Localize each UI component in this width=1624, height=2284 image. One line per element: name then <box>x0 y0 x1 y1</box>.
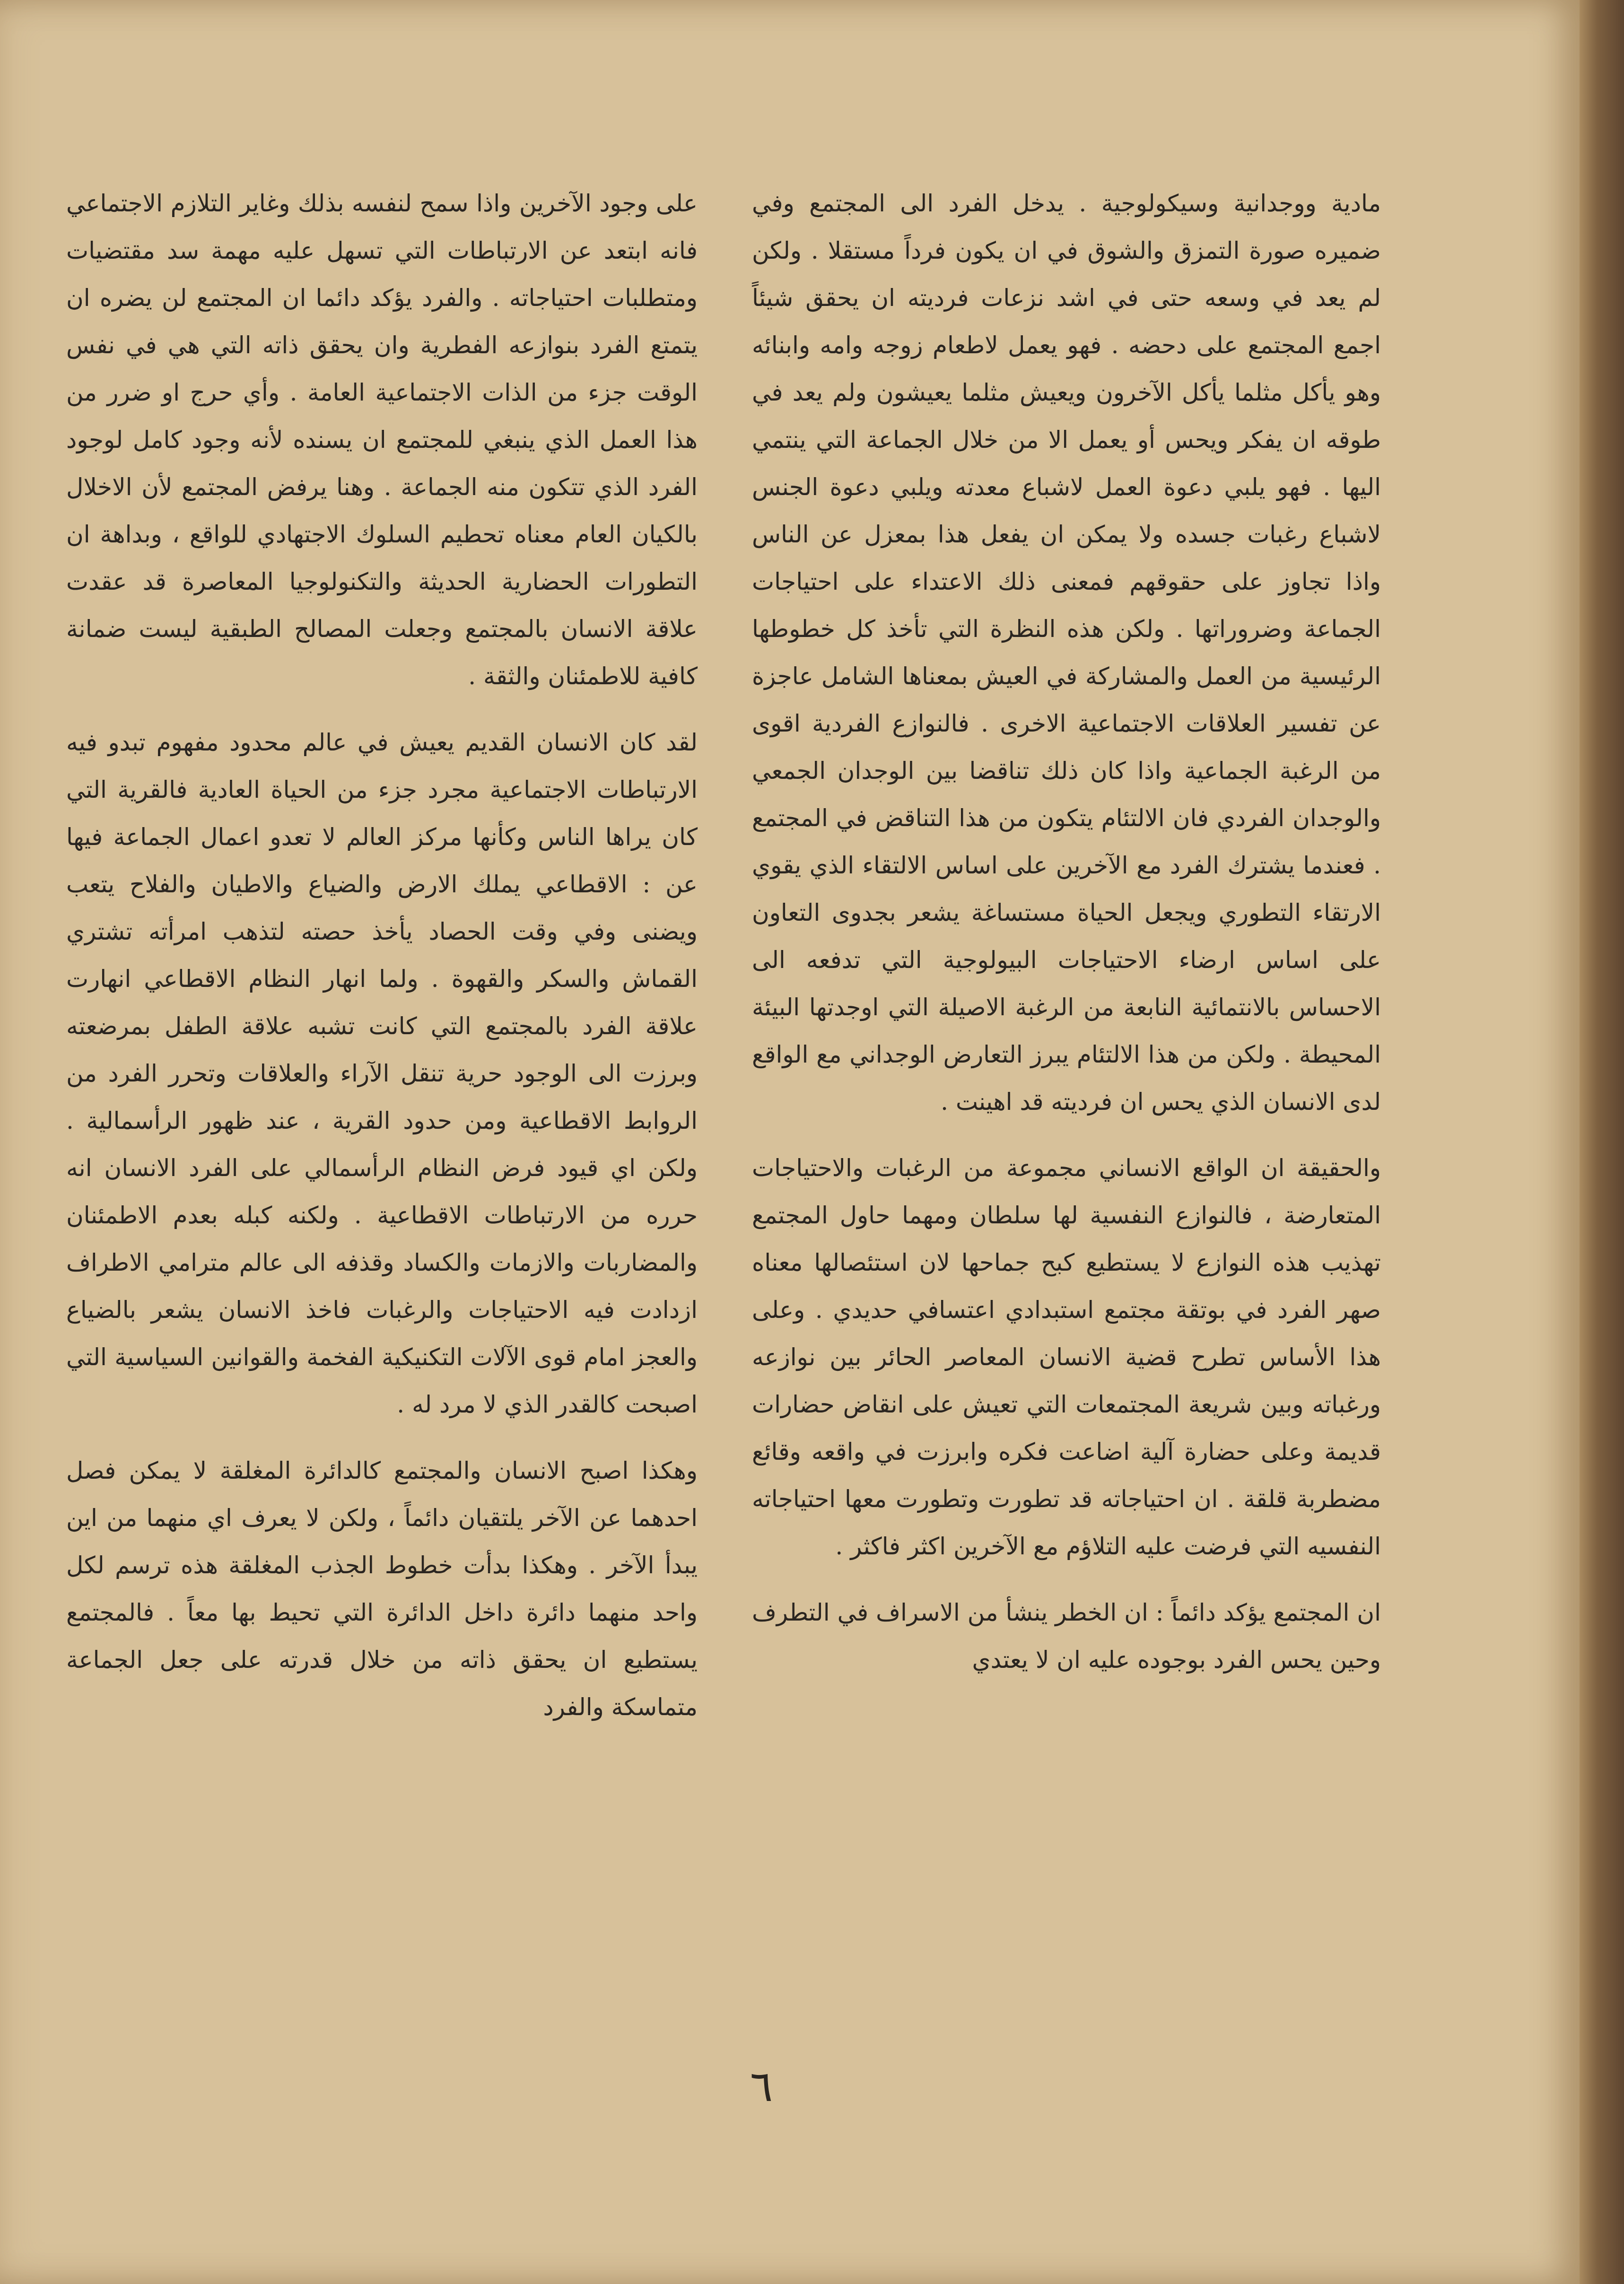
paragraph: مادية ووجدانية وسيكولوجية . يدخل الفرد الى المجتمع وفي ضميره صورة التمزق والشوق في ان يكون فرداً مستقلا . ولكن لم يعد في وسعه حتى في اشد نزعات فرديته ان يحقق شيئاً اجمع المجتمع على دحضه . فهو يعمل لاطعام زوجه وامه وابنائه وهو يأكل مثلما يأكل الآخرون ويعيش مثلما يعيشون ولم يعد في طوقه ان يفكر ويحس أو يعمل الا من خلال الجماعة التي ينتمي اليها . فهو يلبي دعوة العمل لاشباع معدته ويلبي دعوة الجنس لاشباع رغبات جسده ولا يمكن ان يفعل هذا بمعزل عن الناس واذا تجاوز على حقوقهم فمعنى ذلك الاعتداء على احتياجات الجماعة وضروراتها . ولكن هذه النظرة التي تأخذ كل خطوطها الرئيسية من العمل والمشاركة في العيش بمعناها الشامل عاجزة عن تفسير العلاقات الاجتماعية الاخرى . فالنوازع الفردية اقوى من الرغبة الجماعية واذا كان ذلك تناقضا بين الوجدان الجمعي والوجدان الفردي فان الالتئام يتكون من هذا التناقض في المجتمع . فعندما يشترك الفرد مع الآخرين على اساس الالتقاء الذي يقوي الارتقاء التطوري ويجعل الحياة مستساغة يشعر بجدوى التعاون على اساس ارضاء الاحتياجات البيولوجية التي تدفعه الى الاحساس بالانتمائية النابعة من الرغبة الاصيلة التي اوجدتها البيئة المحيطة . ولكن من هذا الالتئام يبرز التعارض الوجداني مع الواقع لدى الانسان الذي يحس ان فرديته قد اهينت . <box>752 190 1381 1116</box>
paragraph: على وجود الآخرين واذا سمح لنفسه بذلك وغاير التلازم الاجتماعي فانه ابتعد عن الارتباطات التي تسهل عليه مهمة سد مقتضيات ومتطلبات احتياجاته . والفرد يؤكد دائما ان المجتمع لن يضره ان يتمتع الفرد بنوازعه الفطرية وان يحقق ذاته التي هي في نفس الوقت جزء من الذات الاجتماعية العامة . وأي حرج او ضرر من هذا العمل الذي ينبغي للمجتمع ان يسنده لأنه وجود كامل لوجود الفرد الذي تتكون منه الجماعة . وهنا يرفض المجتمع لأن الاخلال بالكيان العام معناه تحطيم السلوك الاجتهادي للواقع ، وبداهة ان التطورات الحضارية الحديثة والتكنولوجيا المعاصرة قد عقدت علاقة الانسان بالمجتمع وجعلت المصالح الطبقية ليست ضمانة كافية للاطمئنان والثقة . <box>66 190 698 690</box>
paragraph: لقد كان الانسان القديم يعيش في عالم محدود مفهوم تبدو فيه الارتباطات الاجتماعية مجرد جزء من الحياة العادية فالقرية التي كان يراها الناس وكأنها مركز العالم لا تعدو اعمال الجماعة فيها عن : الاقطاعي يملك الارض والضياع والاطيان والفلاح يتعب ويضنى وفي وقت الحصاد يأخذ حصته لتذهب امرأته تشتري القماش والسكر والقهوة . ولما انهار النظام الاقطاعي انهارت علاقة الفرد بالمجتمع التي كانت تشبه علاقة الطفل بمرضعته وبرزت الى الوجود حرية تنقل الآراء والعلاقات وتحرر الفرد من الروابط الاقطاعية ومن حدود القرية ، عند ظهور الرأسمالية . ولكن اي قيود فرض النظام الرأسمالي على الفرد الانسان انه حرره من الارتباطات الاقطاعية . ولكنه كبله بعدم الاطمئنان والمضاربات والازمات والكساد وقذفه الى عالم مترامي الاطراف ازدادت فيه الاحتياجات والرغبات فاخذ الانسان يشعر بالضياع والعجز امام قوى الآلات التكنيكية الفخمة والقوانين السياسية التي اصبحت كالقدر الذي لا مرد له . <box>66 729 698 1418</box>
page-edge <box>1580 0 1624 2284</box>
left-text-column <box>66 180 698 1750</box>
right-text-column <box>752 180 1381 1702</box>
paragraph: وهكذا اصبح الانسان والمجتمع كالدائرة المغلقة لا يمكن فصل احدهما عن الآخر يلتقيان دائماً ، ولكن لا يعرف اي منهما من اين يبدأ الآخر . وهكذا بدأت خطوط الجذب المغلقة هذه ترسم لكل واحد منهما دائرة داخل الدائرة التي تحيط بها معاً . فالمجتمع يستطيع ان يحقق ذاته من خلال قدرته على جعل الجماعة متماسكة والفرد <box>66 1457 698 1721</box>
paragraph: ان المجتمع يؤكد دائماً : ان الخطر ينشأ من الاسراف في التطرف وحين يحس الفرد بوجوده عليه ان لا يعتدي <box>752 1599 1381 1674</box>
page-number: ٦ <box>750 2062 773 2111</box>
paragraph: والحقيقة ان الواقع الانساني مجموعة من الرغبات والاحتياجات المتعارضة ، فالنوازع النفسية لها سلطان ومهما حاول المجتمع تهذيب هذه النوازع لا يستطيع كبح جماحها لان استئصالها معناه صهر الفرد في بوتقة مجتمع استبدادي اعتسافي حديدي . وعلى هذا الأساس تطرح قضية الانسان المعاصر الحائر بين نوازعه ورغباته وبين شريعة المجتمعات التي تعيش على انقاض حضارات قديمة وعلى حضارة آلية اضاعت فكره وابرزت في واقعه وقائع مضطربة قلقة . ان احتياجاته قد تطورت وتطورت معها احتياجاته النفسيه التي فرضت عليه التلاؤم مع الآخرين اكثر فاكثر . <box>752 1154 1381 1560</box>
